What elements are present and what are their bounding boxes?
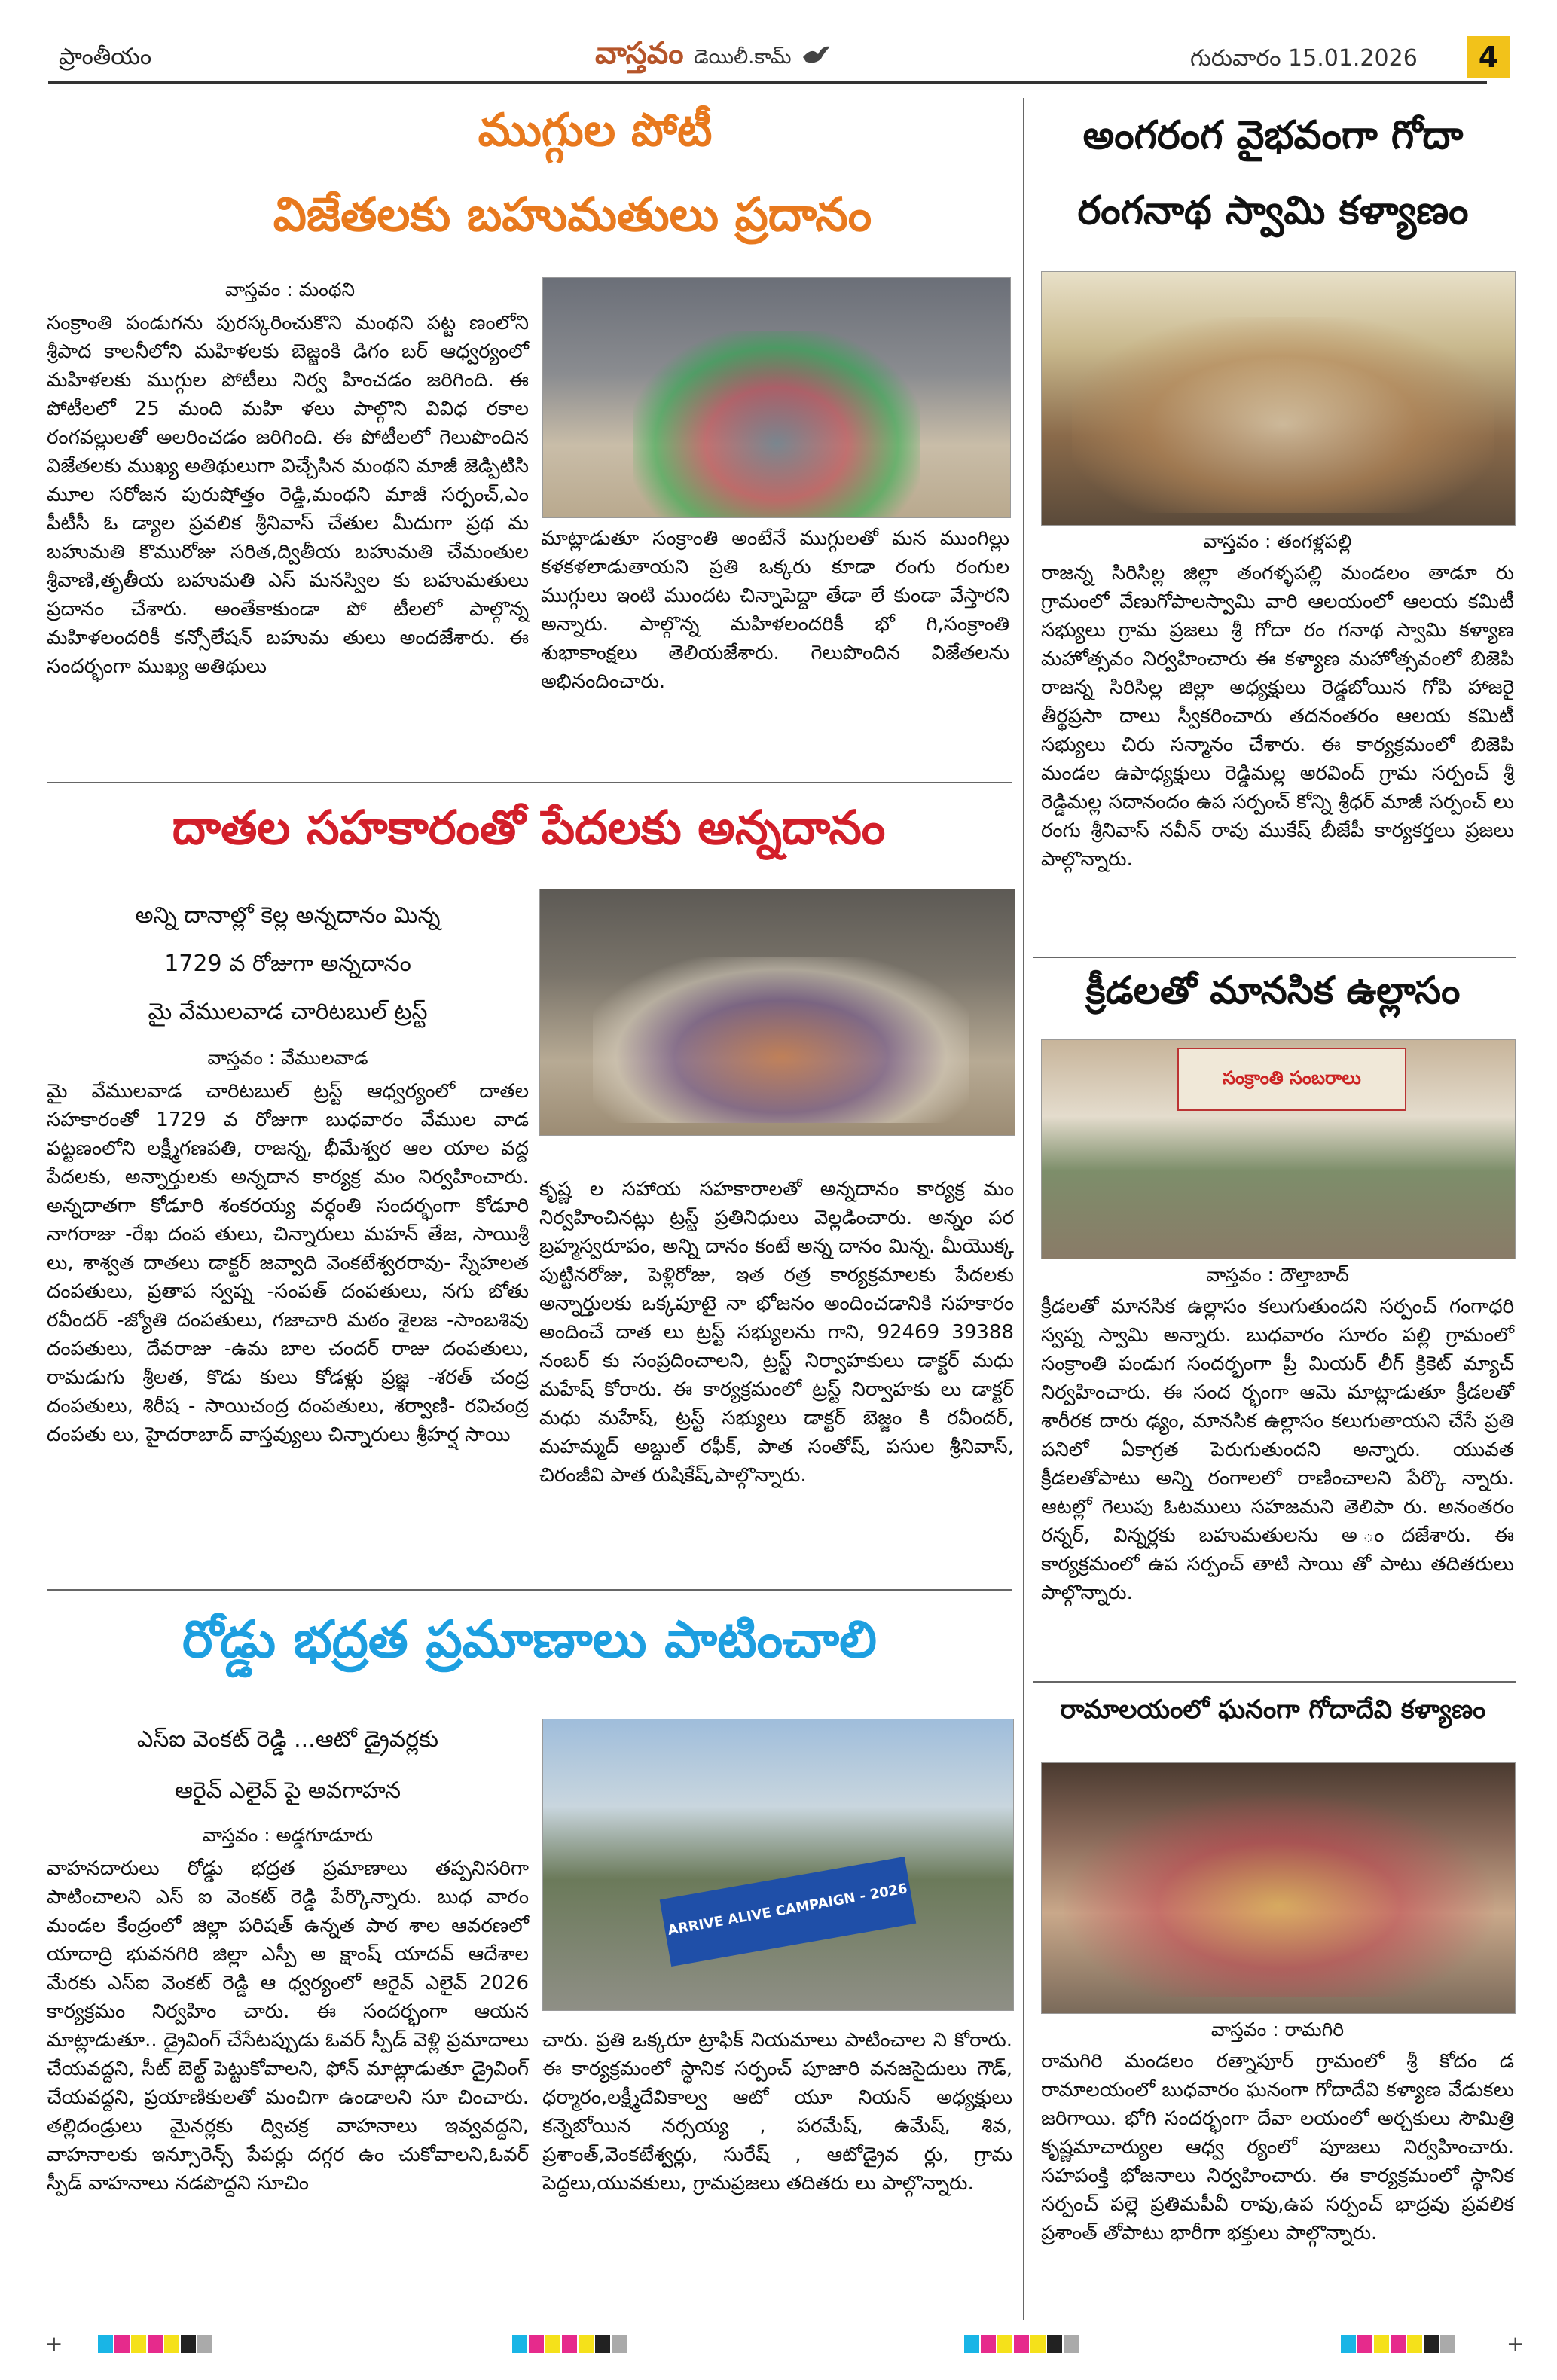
- page-number: 4: [1467, 36, 1510, 78]
- article2-title: దాతల సహకారంతో పేదలకు అన్నదానం: [172, 800, 886, 855]
- article2-sub1: అన్ని దానాల్లో కెల్ల అన్నదానం మిన్న: [135, 902, 441, 929]
- article1-photo-group: [633, 331, 920, 518]
- article6-photo-group: [1064, 1793, 1494, 1997]
- article3-dateline: వాస్తవం : అడ్డగూడూరు: [202, 1824, 374, 1846]
- section-name: ప్రాంతీయం: [59, 44, 152, 70]
- color-bar-4: [1341, 2335, 1457, 2353]
- article5-body: క్రీడలతో మానసిక ఉల్లాసం కలుగుతుందని సర్పంచ్ గంగాధరి స్వప్న స్వామి అన్నారు. బుధవారం సూరం పల్లి గ్రామంలో సంక్రాంతి పండుగ సందర్భంగా ప్రీ మియర్ లీగ్ క్రికెట్ మ్యాచ్ నిర్వహించారు. ఈ సంద ర్భంగా ఆమె మాట్లాడుతూ క్రీడలతో శారీరక దారు ఢ్యం, మానసిక ఉల్లాసం కలుగుతాయని చేసే ప్రతి పనిలో ఏకాగ్రత పెరుగుతుందని అన్నారు. యువత క్రీడలతోపాటు అన్ని రంగాలలో రాణించాలని పేర్కొ న్నారు. ఆటల్లో గెలుపు ఓటములు సహజమని తెలిపా రు. అనంతరం రన్నర్, విన్నర్లకు బహుమతులను అ ందజేశారు. ఈ కార్యక్రమంలో ఉప సర్పంచ్ తాటి సాయి తో పాటు తదితరులు పాల్గొన్నారు.: [1041, 1295, 1514, 1604]
- article1-title-line1: ముగ్గుల పోటీ: [478, 104, 713, 157]
- article3-sub2: ఆరైవ్ ఎలైవ్ పై అవగాహన: [174, 1777, 401, 1804]
- article3-photo: [542, 1719, 1014, 2011]
- article2-photo-group: [593, 957, 969, 1123]
- column-divider: [1023, 98, 1024, 2320]
- bird-icon: [801, 44, 832, 66]
- article1-photo: [542, 277, 1011, 518]
- article6-body: రామగిరి మండలం రత్నాపూర్ గ్రామంలో శ్రీ కోదం డ రామాలయంలో బుధవారం ఘనంగా గోదాదేవి కళ్యాణ వేడుకలు జరిగాయి. భోగి సందర్భంగా దేవా లయంలో అర్చకులు సౌమిత్రి కృష్ణమాచార్యుల ఆధ్వ ర్యంలో పూజలు నిర్వహించారు. సహపంక్తి భోజనాలు నిర్వహించారు. ఈ కార్యక్రమంలో స్థానిక సర్పంచ్ పల్లె ప్రతిమపీవీ రావు,ఉప సర్పంచ్ భాద్రవు ప్రవలిక ప్రశాంత్ తోపాటు భారీగా భక్తులు పాల్గొన్నారు.: [1041, 2050, 1514, 2244]
- paper-name: వాస్తవం: [595, 36, 684, 71]
- article1-title-line2: విజేతలకు బహుమతులు ప్రదానం: [273, 187, 872, 242]
- article3-col1: వాహనదారులు రోడ్డు భద్రత ప్రమాణాలు తప్పనిసరిగా పాటించాలని ఎస్ ఐ వెంకట్ రెడ్డి పేర్కొన్నారు. బుధ వారం మండల కేంద్రంలో జిల్లా పరిషత్ ఉన్నత పాఠ శాల ఆవరణలో యాదాద్రి భువనగిరి జిల్లా ఎస్పీ అ క్షాంష్ యాదవ్ ఆదేశాల మేరకు ఎస్ఐ వెంకట్ రెడ్డి ఆ ధ్వర్యంలో ఆరైవ్ ఎలైవ్ 2026 కార్యక్రమం నిర్వహిం చారు. ఈ సందర్భంగా ఆయన మాట్లాడుతూ.. డ్రైవింగ్ చేసేటప్పుడు ఓవర్ స్పీడ్ వెళ్లి ప్రమాదాలు చేయవద్దని, సీట్ బెల్ట్ పెట్టుకోవాలని, ఫోన్ మాట్లాడుతూ డ్రైవింగ్ చేయవద్దని, ప్రయాణికులతో మంచిగా ఉండాలని సూ చించారు. తల్లిదండ్రులు మైనర్లకు ద్విచక్ర వాహనాలు ఇవ్వవద్దని, వాహనాలకు ఇన్సూరెన్స్ పేపర్లు దగ్గర ఉం చుకోవాలని,ఓవర్ స్పీడ్ వాహనాలు నడపొద్దని సూచిం: [47, 1857, 529, 2195]
- article4-photo-group: [1072, 317, 1494, 513]
- article1-col1: సంక్రాంతి పండుగను పురస్కరించుకొని మంథని పట్ట ణంలోని శ్రీపాద కాలనీలోని మహిళలకు బెజ్జంకి డిగం బర్ ఆధ్వర్యంలో మహిళలకు ముగ్గుల పోటీలు నిర్వ హించడం జరిగింది. ఈ పోటీలలో 25 మంది మహి ళలు పాల్గొని వివిధ రకాల రంగవల్లులతో అలరించడం జరిగింది. ఈ పోటీలలో గెలుపొందిన విజేతలకు ముఖ్య అతిథులుగా విచ్చేసిన మంథని మాజీ జెడ్పిటిసి మూల సరోజన పురుషోత్తం రెడ్డి,మంథని మాజీ సర్పంచ్,ఎం పీటీసీ ఓ డ్యాల ప్రవలిక శ్రీనివాస్ చేతుల మీదుగా ప్రథ మ బహుమతి కొమురోజు సరిత,ద్వితీయ బహుమతి చేమంతుల శ్రీవాణి,తృతీయ బహుమతి ఎస్ మనస్విల కు బహుమతులు ప్రదానం చేశారు. అంతేకాకుండా పో టీలలో పాల్గొన్న మహిళలందరికీ కన్సోలేషన్ బహుమ తులు అందజేశారు. ఈ సందర్భంగా ముఖ్య అతిథులు: [47, 312, 529, 678]
- masthead: [595, 36, 832, 78]
- article4-title-line2: రంగనాథ స్వామి కళ్యాణం: [1077, 188, 1469, 233]
- article2-col1: మై వేములవాడ చారిటబుల్ ట్రస్ట్ ఆధ్వర్యంలో దాతల సహకారంతో 1729 వ రోజుగా బుధవారం వేముల వాడ పట్టణంలోని లక్ష్మీగణపతి, రాజన్న, భీమేశ్వర ఆల యాల వద్ద పేదలకు, అన్నార్తులకు అన్నదాన కార్యక్ర మం నిర్వహించారు. అన్నదాతగా కోడూరి శంకరయ్య వర్ధంతి సందర్భంగా కోడూరి నాగరాజు -రేఖ దంప తులు, చిన్నారులు మహన్ తేజ, సాయిశ్రీ లు, శాశ్వత దాతలు డాక్టర్ జవ్వాది వెంకటేశ్వరరావు- స్నేహలత దంపతులు, ప్రతాప స్వప్న -సంపత్ దంపతులు, నగు బోతు రవీందర్ -జ్యోతి దంపతులు, గజాచారి మఠం శైలజ -సాంబశివు దంపతులు, దేవరాజు -ఉమ బాల చందర్ రాజు దంపతులు, రామడుగు శ్రీలత, కొడు కులు కోడళ్లు ప్రజ్ఞ -శరత్ చంద్ర దంపతులు, శిరీష - సాయిచంద్ర దంపతులు, శర్వాణి- రవిచంద్ర దంపతు లు, హైదరాబాద్ వాస్తవ్యులు చిన్నారులు శ్రీహర్ష సాయి: [47, 1080, 529, 1446]
- article6-photo: [1041, 1762, 1516, 2014]
- article3-sub1: ఎస్ఐ వెంకట్ రెడ్డి ...ఆటో డ్రైవర్లకు: [136, 1726, 439, 1753]
- article5-photo: [1041, 1039, 1516, 1259]
- article5-dateline: వాస్తవం : దౌల్తాబాద్: [1206, 1264, 1349, 1286]
- article5-title: క్రీడలతో మానసిక ఉల్లాసం: [1085, 969, 1461, 1012]
- article4-divider: [1033, 957, 1516, 958]
- article4-photo: [1041, 271, 1516, 526]
- article3-title: రోడ్డు భద్రత ప్రమాణాలు పాటించాలి: [182, 1610, 877, 1670]
- header-divider: [48, 81, 1487, 84]
- article5-banner-text: సంక్రాంతి సంబరాలు: [1223, 1067, 1361, 1088]
- crop-mark-right: +: [1507, 2331, 1525, 2356]
- paper-suffix: డెయిలీ.కామ్: [694, 46, 792, 69]
- article2-dateline: వాస్తవం : వేములవాడ: [207, 1047, 368, 1069]
- article1-col2: మాట్లాడుతూ సంక్రాంతి అంటేనే ముగ్గులతో మన ముంగిల్లు కళకళలాడుతాయని ప్రతి ఒక్కరు కూడా రంగు రంగుల ముగ్గులు ఇంటి ముందట చిన్నాపెద్దా తేడా లే కుండా వేస్తారని అన్నారు. పాల్గొన్న మహిళలందరికీ భో గి,సంక్రాంతి శుభాకాంక్షలు తెలియజేశారు. గెలుపొందిన విజేతలను అభినందించారు.: [541, 527, 1009, 693]
- article4-body: రాజన్న సిరిసిల్ల జిల్లా తంగళ్ళపల్లి మండలం తాడూ రు గ్రామంలో వేణుగోపాలస్వామి వారి ఆలయంలో ఆలయ కమిటీ సభ్యులు గ్రామ ప్రజలు శ్రీ గోదా రం గనాథ స్వామి కళ్యాణ మహోత్సవం నిర్వహించారు ఈ కళ్యాణ మహోత్సవంలో బిజెపి రాజన్న సిరిసిల్ల జిల్లా అధ్యక్షులు రెడ్డబోయిన గోపి హాజరై తీర్థప్రసా దాలు స్వీకరించారు తదనంతరం ఆలయ కమిటీ సభ్యులు చిరు సన్మానం చేశారు. ఈ కార్యక్రమంలో బిజెపి మండల ఉపాధ్యక్షులు రెడ్డిమల్ల అరవింద్ గ్రామ సర్పంచ్ శ్రీ రెడ్డిమల్ల సదానందం ఉప సర్పంచ్ కోన్ని శ్రీధర్ మాజీ సర్పంచ్ లు రంగు శ్రీనివాస్ నవీన్ రావు ముకేష్ బీజేపీ కార్యకర్తలు ప్రజలు పాల్గొన్నారు.: [1041, 562, 1514, 871]
- article2-sub3: మై వేములవాడ చారిటబుల్ ట్రస్ట్: [148, 999, 428, 1025]
- article2-divider: [47, 1589, 1012, 1591]
- article3-col2: చారు. ప్రతి ఒక్కరూ ట్రాఫిక్ నియమాలు పాటించాల ని కోరారు. ఈ కార్యక్రమంలో స్థానిక సర్పంచ్ పూజారి వనజసైదులు గౌడ్, ధర్మారం,లక్ష్మీదేవికాల్వ ఆటో యూ నియన్ అధ్యక్షులు కన్నెబోయిన నర్సయ్య , పరమేష్, ఉమేష్, శివ, ప్రశాంత్,వెంకటేశ్వర్లు, సురేష్ , ఆటోడ్రైవ ర్లు, గ్రామ పెద్దలు,యువకులు, గ్రామప్రజలు తదితరు లు పాల్గొన్నారు.: [542, 2029, 1012, 2195]
- article4-dateline: వాస్తవం : తంగళ్లపల్లి: [1203, 530, 1352, 552]
- article3-banner: [660, 1857, 917, 1967]
- color-bar-3: [964, 2335, 1080, 2353]
- article2-sub2: 1729 వ రోజుగా అన్నదానం: [164, 950, 411, 977]
- article6-title: రామాలయంలో ఘనంగా గోదాదేవి కళ్యాణం: [1060, 1695, 1486, 1725]
- article6-dateline: వాస్తవం : రామగిరి: [1210, 2018, 1345, 2040]
- color-bar-2: [512, 2335, 628, 2353]
- color-bar-1: [98, 2335, 214, 2353]
- issue-date: గురువారం 15.01.2026: [1190, 45, 1418, 72]
- article3-banner-text: ARRIVE ALIVE CAMPAIGN - 2026: [666, 1881, 909, 1939]
- article2-col2: కృష్ణ ల సహాయ సహకారాలతో అన్నదానం కార్యక్ర మం నిర్వహించినట్లు ట్రస్ట్ ప్రతినిధులు వెల్లడించారు. అన్నం పర బ్రహ్మస్వరూపం, అన్ని దానం కంటే అన్న దానం మిన్న. మీయొక్క పుట్టినరోజు, పెళ్లిరోజు, ఇత రత్ర కార్యక్రమాలకు పేదలకు అన్నార్తులకు ఒక్కపూటై నా భోజనం అందించడానికి సహకారం అందించే దాత లు ట్రస్ట్ సభ్యులను గాని, 92469 39388 నంబర్ కు సంప్రదించాలని, ట్రస్ట్ నిర్వాహకులు డాక్టర్ మధు మహేష్ కోరారు. ఈ కార్యక్రమంలో ట్రస్ట్ నిర్వాహకు లు డాక్టర్ మధు మహేష్, ట్రస్ట్ సభ్యులు డాక్టర్ బెజ్జం కి రవీందర్, మహమ్మద్ అబ్దుల్ రఫీక్, పాత సంతోష్, పసుల శ్రీనివాస్, చిరంజీవి పాత రుషికేష్,పాల్గొన్నారు.: [539, 1178, 1015, 1487]
- crop-mark-left: +: [45, 2331, 63, 2356]
- article2-photo: [539, 889, 1015, 1136]
- article1-dateline: వాస్తవం : మంథని: [224, 279, 356, 301]
- article1-divider: [47, 782, 1012, 783]
- article5-divider: [1033, 1681, 1516, 1683]
- article5-banner: [1177, 1048, 1406, 1111]
- article4-title-line1: అంగరంగ వైభవంగా గోదా: [1082, 113, 1464, 158]
